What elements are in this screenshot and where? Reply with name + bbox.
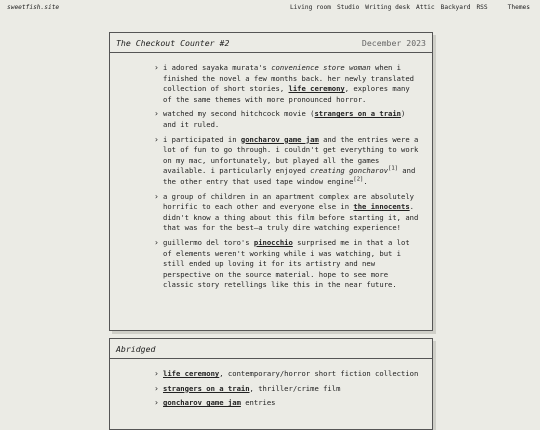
post-title: The Checkout Counter #2: [116, 37, 230, 48]
nav-item-writing-desk[interactable]: Writing desk: [365, 4, 410, 11]
item-text: , explores many of the same themes with more pronounced horror.: [163, 84, 410, 104]
nav-item-attic[interactable]: Attic: [416, 4, 435, 11]
item-text: i adored sayaka murata's: [163, 63, 272, 72]
item-link[interactable]: life ceremony: [288, 84, 345, 94]
abridged-title: Abridged: [116, 343, 156, 354]
item-link[interactable]: goncharov game jam: [240, 134, 319, 144]
abridged-card: [109, 338, 433, 430]
item-text: and the entries were a lot of fun to go through. i couldn't get everything to work on my mac, unfortunately, but played all the games available. i particularly enjoyed: [163, 134, 419, 176]
post-item-list: [110, 53, 432, 291]
footnote-ref[interactable]: [2]: [353, 176, 364, 183]
item-link[interactable]: strangers on a train: [314, 109, 402, 119]
footnote-ref[interactable]: [1]: [388, 165, 398, 172]
list-item: [154, 192, 420, 234]
nav-item-studio[interactable]: Studio: [336, 4, 360, 11]
item-text: when i finished the novel a few months back. her newly translated collection of short stories,: [163, 63, 414, 94]
item-link[interactable]: strangers on a train: [163, 383, 250, 393]
list-item: [154, 384, 420, 395]
item-text: watched my second hitchcock movie (: [163, 109, 315, 119]
post-header: [110, 33, 432, 53]
item-text: ) and it ruled.: [163, 109, 406, 129]
site-name-link[interactable]: sweetfish.site: [7, 4, 60, 11]
item-text: a group of children in an apartment complex are absolutely horrific to each other and everyone else in: [163, 191, 414, 212]
post-card: [109, 32, 433, 331]
item-text: i participated in: [163, 134, 241, 144]
post-date: December 2023: [361, 37, 426, 48]
list-item: [154, 109, 420, 130]
item-emphasis: convenience store woman: [271, 63, 371, 72]
item-emphasis: creating goncharov: [310, 166, 389, 176]
list-item: [154, 135, 420, 188]
item-text: . didn't know a thing about this film before starting it, and that was for the best—a truly dire watching experience!: [163, 202, 419, 233]
item-link[interactable]: life ceremony: [163, 369, 220, 378]
item-link[interactable]: the innocents: [353, 202, 410, 212]
item-text: and the other entry that used tape window engine: [163, 166, 416, 186]
themes-button[interactable]: Themes: [507, 4, 530, 11]
item-link[interactable]: pinocchio: [253, 237, 293, 247]
list-item: [154, 398, 420, 409]
top-bar: [0, 0, 540, 16]
item-text: surprised me in that a lot of elements weren't working while i was watching, but i still ended up loving it for its artistry and new perspective on the source material. hope to see more classic story retellings like this in the near future.: [163, 237, 410, 290]
nav-item-backyard[interactable]: Backyard: [440, 4, 471, 11]
item-text: .: [363, 176, 368, 186]
list-item: [154, 369, 420, 380]
nav-item-living-room[interactable]: Living room: [289, 4, 331, 11]
list-item: [154, 238, 420, 291]
abridged-header: [110, 339, 432, 359]
item-text: , contemporary/horror short fiction collection: [219, 369, 419, 378]
item-text: , thriller/crime film: [249, 383, 341, 393]
abridged-item-list: [110, 359, 432, 409]
list-item: [154, 63, 420, 105]
item-text: entries: [240, 398, 276, 408]
main-nav: [290, 4, 530, 11]
item-text: guillermo del toro's: [163, 237, 254, 247]
item-link[interactable]: goncharov game jam: [163, 398, 241, 408]
nav-item-rss[interactable]: RSS: [476, 4, 488, 11]
